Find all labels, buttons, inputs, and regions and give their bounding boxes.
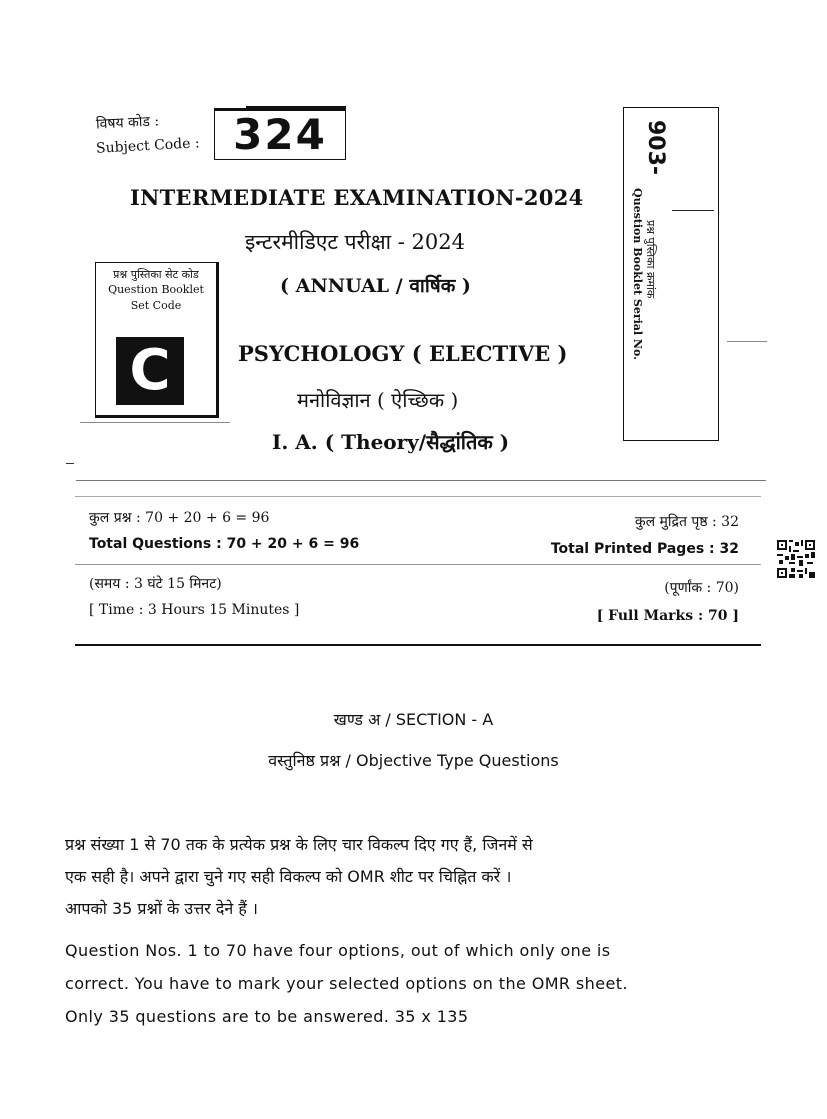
full-marks-hi: (पूर्णांक : 70): [664, 580, 739, 596]
header-line-right: [727, 341, 767, 342]
booklet-set-label-en-1: Question Booklet: [108, 283, 204, 296]
instruction-hi-line-3: आपको 35 प्रश्नों के उत्तर देने हैं ।: [65, 899, 258, 918]
booklet-set-code: C: [116, 337, 184, 405]
section-title: खण्ड अ / SECTION - A: [333, 710, 494, 729]
instruction-en-line-2: correct. You have to mark your selected options on the OMR sheet.: [65, 974, 628, 993]
exam-info-box: [75, 496, 761, 646]
subject-code-value: 324: [214, 108, 346, 160]
exam-type: ( ANNUAL / वार्षिक ): [280, 275, 471, 297]
time-en: [ Time : 3 Hours 15 Minutes ]: [89, 602, 300, 618]
exam-title-en: INTERMEDIATE EXAMINATION-2024: [130, 185, 584, 210]
info-top-line: [75, 496, 761, 497]
subject-code-label-en: Subject Code :: [95, 135, 201, 157]
serial-divider: [672, 210, 714, 211]
total-questions-en: Total Questions : 70 + 20 + 6 = 96: [89, 536, 360, 552]
full-marks-en: [ Full Marks : 70 ]: [596, 608, 739, 624]
booklet-set-box: [95, 262, 219, 418]
info-mid-line: [75, 564, 761, 565]
exam-title-hi: इन्टरमीडिएट परीक्षा - 2024: [245, 230, 465, 254]
serial-number: 903-: [643, 120, 668, 176]
total-pages-en: Total Printed Pages : 32: [550, 541, 739, 557]
booklet-set-label-en-2: Set Code: [130, 299, 182, 312]
subject-title-en: PSYCHOLOGY ( ELECTIVE ): [238, 341, 568, 366]
serial-label-en: Question Booklet Serial No.: [631, 188, 644, 360]
instructions-hindi: [65, 829, 765, 925]
serial-number-box: [623, 107, 719, 441]
header-divider: [76, 480, 766, 481]
subject-title-hi: मनोविज्ञान ( ऐच्छिक ): [297, 388, 459, 412]
subject-code-label-hi: विषय कोड :: [95, 113, 160, 133]
instruction-en-line-3: Only 35 questions are to be answered. 35 x 135: [65, 1007, 469, 1026]
header-tick: [66, 463, 74, 464]
instruction-en-line-1: Question Nos. 1 to 70 have four options, out of which only one is: [65, 941, 611, 960]
instructions-english: [65, 934, 765, 1033]
header-line-left: [80, 422, 230, 423]
total-pages-hi: कुल मुद्रित पृष्ठ : 32: [634, 514, 739, 530]
code-top-line: [246, 106, 346, 108]
time-hi: (समय : 3 घंटे 15 मिनट): [89, 576, 222, 592]
section-subtitle: वस्तुनिष्ठ प्रश्न / Objective Type Questions: [268, 751, 559, 770]
instruction-hi-line-1: प्रश्न संख्या 1 से 70 तक के प्रत्येक प्रश्न के लिए चार विकल्प दिए गए हैं, जिनमें से: [65, 835, 533, 854]
qr-code-icon: [777, 540, 815, 578]
instruction-hi-line-2: एक सही है। अपने द्वारा चुने गए सही विकल्प को OMR शीट पर चिह्नित करें ।: [65, 867, 512, 886]
serial-label-hi: प्रश्न पुस्तिका क्रमांक: [644, 220, 657, 299]
booklet-set-label-hi: प्रश्न पुस्तिका सेट कोड: [113, 268, 199, 281]
total-questions-hi: कुल प्रश्न : 70 + 20 + 6 = 96: [89, 510, 270, 526]
stream-label: I. A. ( Theory/सैद्धांतिक ): [272, 430, 510, 454]
